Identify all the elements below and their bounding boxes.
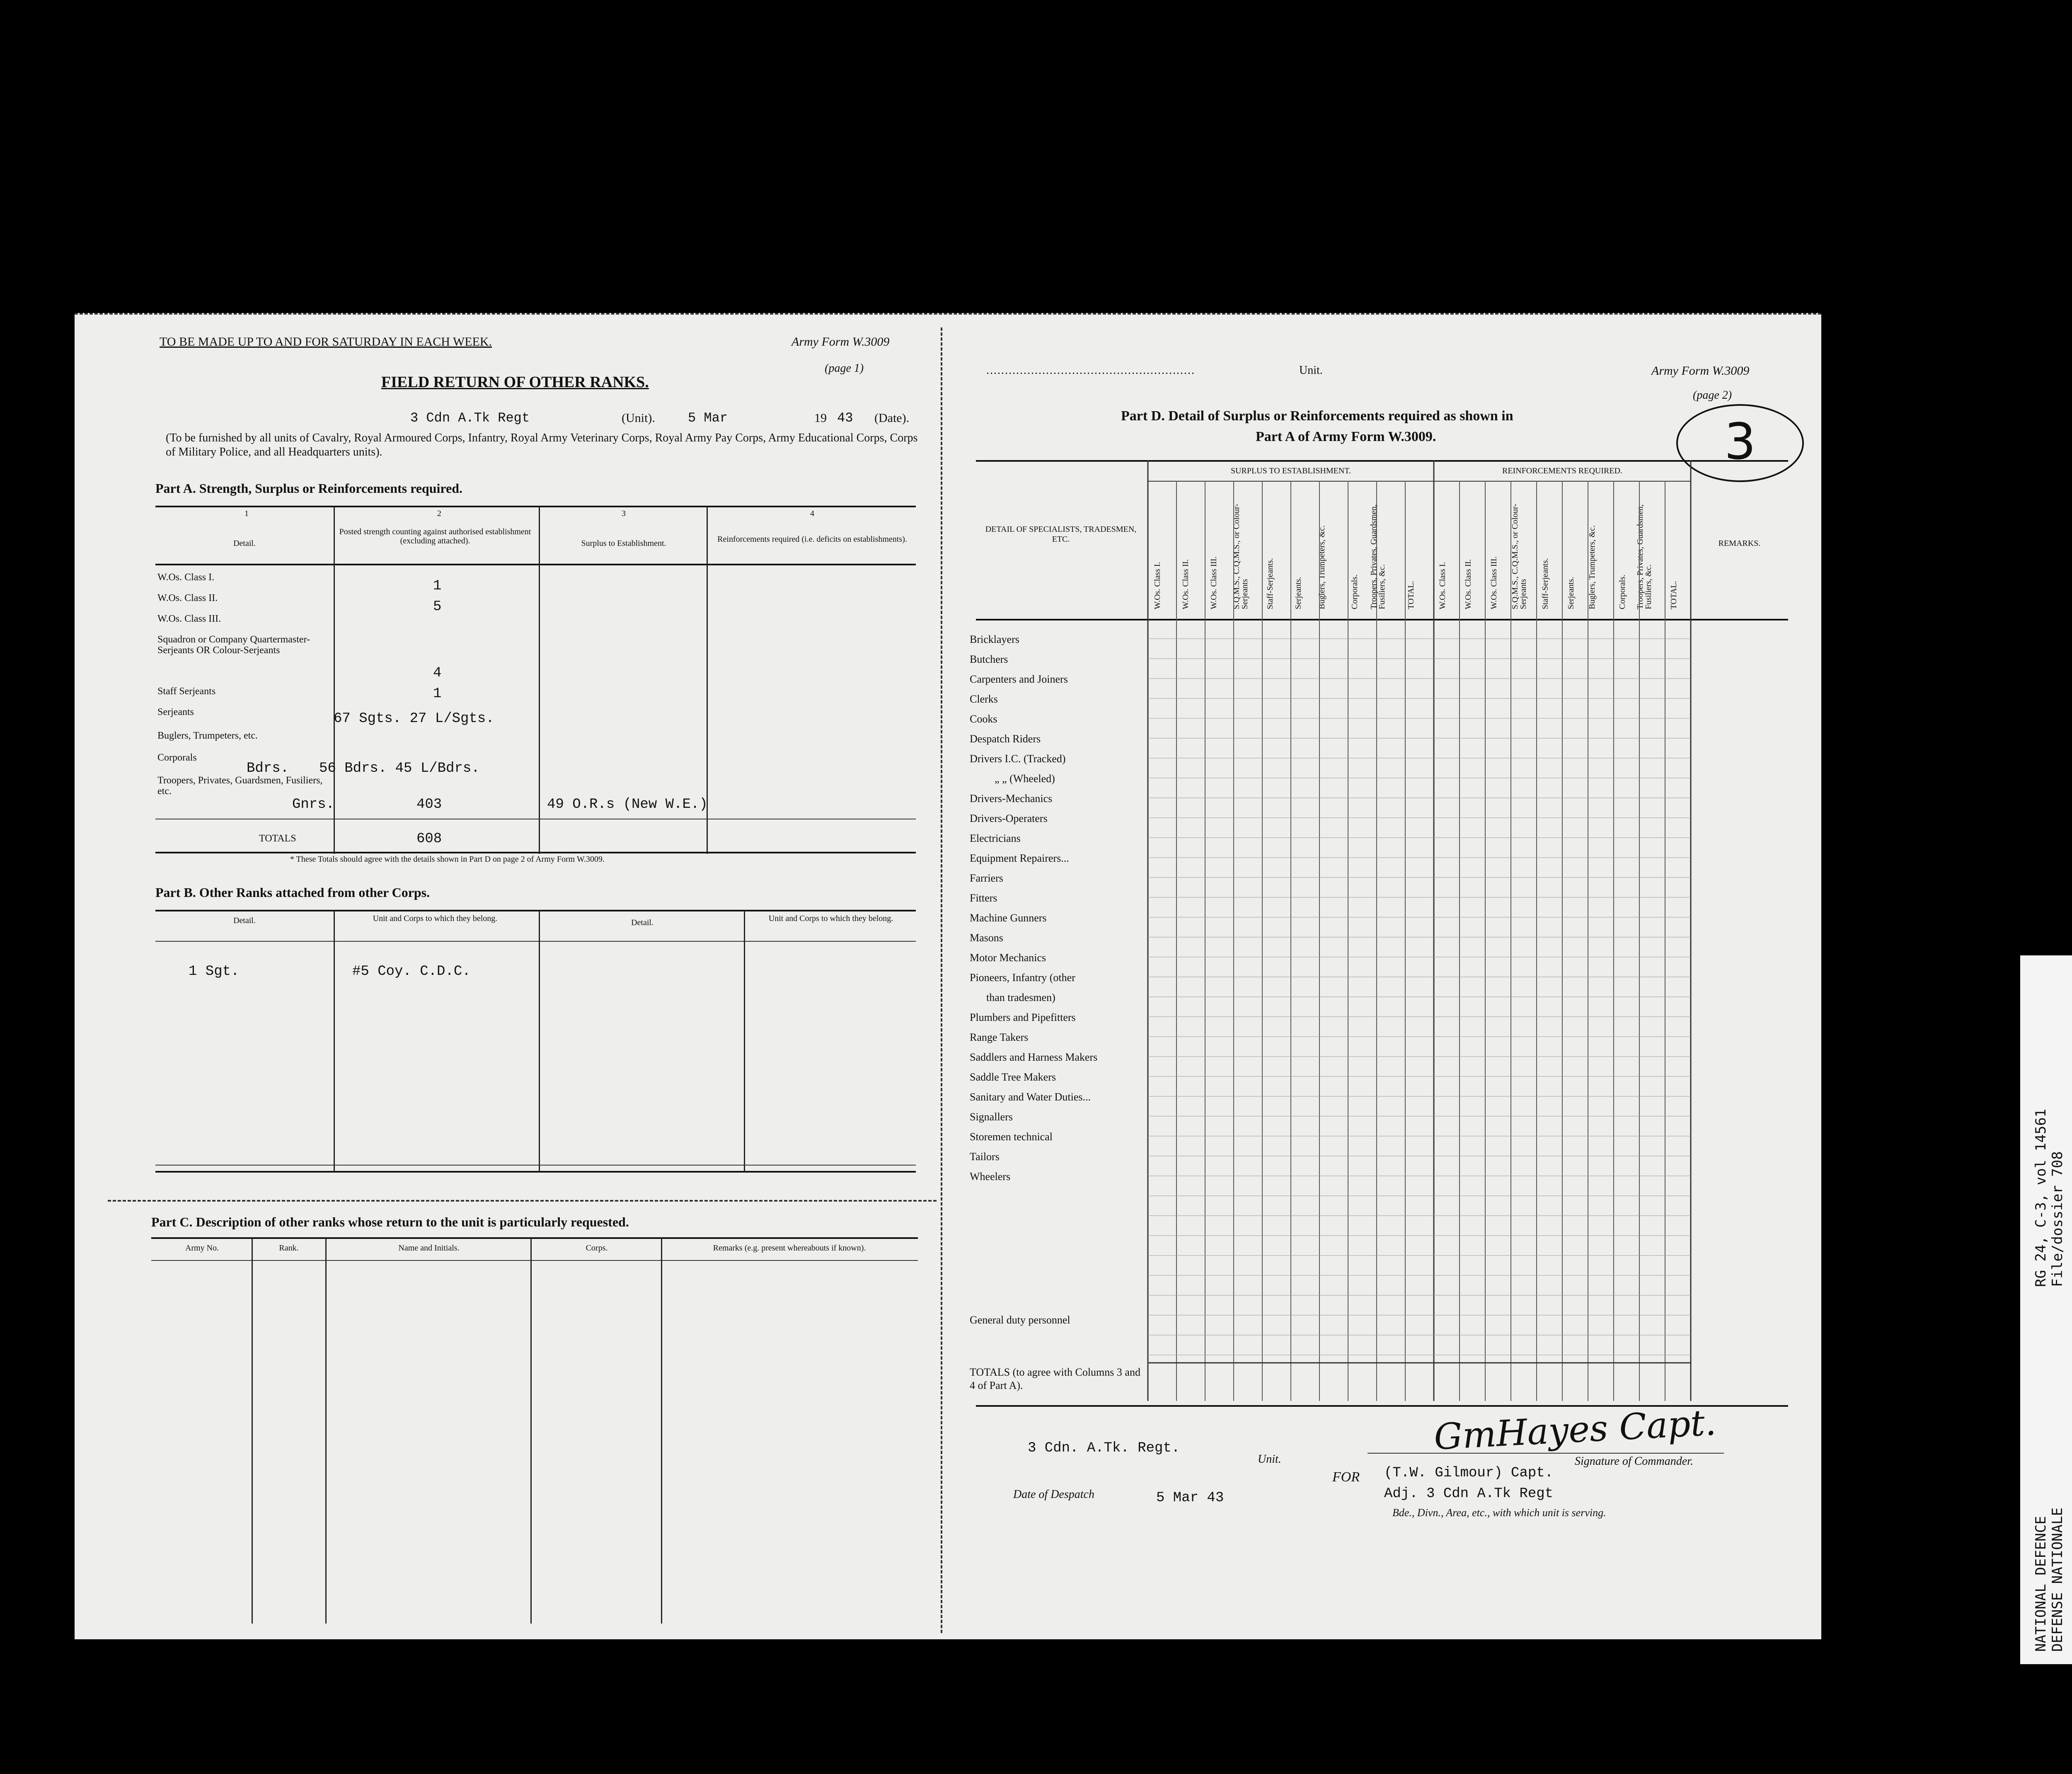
part-b-col-unit-1: Unit and Corps to which they belong. [373,914,498,923]
signature-rule [1368,1453,1724,1454]
reinf-col-wo1: W.Os. Class I. [1438,562,1447,609]
trade-row: Drivers I.C. (Tracked) [970,753,1066,765]
part-a-header-rule [155,564,916,565]
unit-label: (Unit). [622,411,655,425]
value-troopers: 403 [416,797,442,812]
value-wo-class-2: 1 [433,578,442,594]
despatch-unit-value: 3 Cdn. A.Tk. Regt. [1028,1440,1180,1456]
row-staff-serjeants: Staff Serjeants [157,686,216,697]
part-b-col-divider-3 [744,911,745,1172]
right-unit-label: Unit. [1299,364,1323,377]
trade-row: Electricians [970,832,1021,844]
value-cqms: 4 [433,665,442,681]
col-header-detail: Detail. [233,539,256,548]
part-c-top-rule [151,1237,918,1239]
part-b-col-divider-1 [334,911,335,1172]
part-b-heading: Part B. Other Ranks attached from other Corps. [155,885,430,900]
surplus-col-wo1: W.Os. Class I. [1153,562,1162,609]
totals-value: 608 [416,831,442,847]
trade-row: Drivers-Operaters [970,812,1048,824]
remarks-header: REMARKS. [1718,539,1761,548]
value-staff-serjeants: 1 [433,686,442,702]
unit-dotted-line: ........................................................ [986,364,1195,377]
year-prefix: 19 [814,411,827,425]
row-cqms: Squadron or Company Quartermaster-Serjeants OR Colour-Serjeants [157,634,310,656]
trade-row: Range Takers [970,1031,1029,1043]
trade-row: Saddle Tree Makers [970,1071,1056,1083]
col-number-3: 3 [622,509,626,518]
trade-row: Motor Mechanics [970,952,1046,964]
part-c-col-army-no: Army No. [185,1243,219,1253]
surplus-col-serjeants: Serjeants. [1294,577,1303,609]
trade-row: Drivers-Mechanics [970,792,1053,805]
right-page-label: (page 2) [1693,389,1732,402]
reinforcements-value: 49 O.R.s (New W.E.) [547,797,708,812]
part-a-col-divider-2 [539,507,540,854]
trade-row: Butchers [970,653,1008,665]
reinf-col-serjeants: Serjeants. [1566,577,1576,609]
reinforcements-header: REINFORCEMENTS REQUIRED. [1502,466,1622,475]
part-c-col-remarks: Remarks (e.g. present whereabouts if known). [713,1243,866,1253]
trade-row: Farriers [970,872,1003,884]
surplus-col-cqms: S.Q.M.S., C.Q.M.S., or Colour-Serjeants [1232,504,1249,609]
archive-reference-label [2020,955,2072,1664]
part-c-col-divider-3 [530,1238,532,1624]
surplus-col-total: TOTAL. [1406,581,1416,609]
surplus-header: SURPLUS TO ESTABLISHMENT. [1230,466,1351,475]
signer-line-1: (T.W. Gilmour) Capt. [1384,1465,1554,1481]
row-troopers: Troopers, Privates, Guardsmen, Fusiliers, etc. [157,775,323,797]
trade-row: Signallers [970,1111,1013,1123]
date-label: (Date). [874,411,910,425]
trade-row: Fitters [970,892,997,904]
right-form-id: Army Form W.3009 [1651,364,1750,378]
trade-row: Storemen technical [970,1131,1053,1143]
col-header-reinforcements: Reinforcements required (i.e. deficits on establishments). [717,535,907,544]
unit-value: 3 Cdn A.Tk Regt [410,410,530,426]
col-number-4: 4 [810,509,814,518]
col-number-1: 1 [244,509,249,518]
trade-row: Wheelers [970,1171,1011,1183]
bdrs-note: Bdrs. [247,761,289,776]
page-label: (page 1) [825,362,864,375]
part-c-col-divider-4 [661,1238,662,1624]
part-b-col-detail-1: Detail. [233,916,256,925]
surplus-col-wo3: W.Os. Class III. [1209,556,1218,609]
part-b-unit-value: #5 Coy. C.D.C. [352,964,471,979]
dept-line-1: NATIONAL DEFENCE [2033,1516,2049,1652]
despatch-unit-label: Unit. [1258,1453,1281,1466]
part-c-tear-line [108,1200,937,1202]
row-corporals: Corporals [157,752,197,763]
trade-row: than tradesmen) [986,991,1055,1003]
page-fold-line [941,327,942,1633]
trade-row: Machine Gunners [970,912,1047,924]
top-perforation [75,313,1821,315]
trade-row: Pioneers, Infantry (other [970,972,1075,984]
surplus-col-corporals: Corporals. [1350,574,1359,609]
row-wo-class-3: W.Os. Class III. [157,613,221,624]
totals-footnote: * These Totals should agree with the details shown in Part D on page 2 of Army Form W.3009. [290,855,605,864]
reinf-col-staff-serjeants: Staff-Serjeants. [1541,558,1550,609]
general-duty-row: General duty personnel [970,1314,1070,1326]
gnrs-note: Gnrs. [292,797,335,812]
trade-row: Cooks [970,713,997,725]
part-d-heading-1: Part D. Detail of Surplus or Reinforcements required as shown in [1121,408,1513,424]
trade-row: Equipment Repairers... [970,852,1069,864]
part-b-bottom-rule-2 [155,1171,916,1173]
detail-specialists-header: DETAIL OF SPECIALISTS, TRADESMEN, ETC. [985,525,1137,544]
part-d-totals-label: TOTALS (to agree with Columns 3 and 4 of Part A). [970,1366,1140,1391]
part-a-heading: Part A. Strength, Surplus or Reinforcements required. [155,481,463,496]
trade-row: „ „ (Wheeled) [995,773,1055,785]
trade-row: Clerks [970,693,998,705]
surplus-col-troopers: Troopers, Privates, Guardsmen, Fusiliers, &c. [1369,504,1387,609]
reinf-col-wo2: W.Os. Class II. [1464,559,1473,609]
surplus-col-staff-serjeants: Staff-Serjeants. [1266,558,1275,609]
surplus-col-buglers: Buglers, Trumpeters, &c. [1317,525,1326,609]
col-number-2: 2 [437,509,441,518]
part-c-col-name: Name and Initials. [398,1243,460,1253]
part-c-col-divider-2 [325,1238,327,1624]
part-b-bottom-rule [155,1165,916,1166]
signature-label: Signature of Commander. [1575,1455,1693,1468]
trade-row: Plumbers and Pipefitters [970,1011,1076,1023]
reinf-col-buglers: Buglers, Trumpeters, &c. [1588,525,1597,609]
surplus-col-wo2: W.Os. Class II. [1181,559,1190,609]
ref-line-2: File/dossier 708 [2049,1151,2066,1287]
part-c-col-divider-1 [252,1238,253,1624]
trade-row: Bricklayers [970,633,1019,645]
year-value: 43 [837,410,853,426]
reinf-col-troopers: Troopers, Privates, Guardsmen, Fusiliers, &c. [1636,504,1653,609]
bde-label: Bde., Divn., Area, etc., with which unit is serving. [1392,1507,1606,1519]
part-a-bottom-rule [155,852,916,853]
col-header-strength: Posted strength counting against authorised establishment (excluding attached). [339,527,531,545]
trade-row: Masons [970,932,1003,944]
date-of-despatch-value: 5 Mar 43 [1156,1490,1224,1506]
reinf-col-cqms: S.Q.M.S., C.Q.M.S., or Colour-Serjeants [1510,504,1528,609]
trade-row: Saddlers and Harness Makers [970,1051,1098,1063]
part-c-heading: Part C. Description of other ranks whose return to the unit is particularly requested. [151,1214,629,1229]
date-day: 5 Mar [688,410,728,426]
weekly-instruction: TO BE MADE UP TO AND FOR SATURDAY IN EACH WEEK. [160,335,492,349]
form-id: Army Form W.3009 [792,335,890,349]
part-b-col-unit-2: Unit and Corps to which they belong. [768,914,893,923]
part-d-grid [976,460,1790,1413]
value-corporals: 56 Bdrs. 45 L/Bdrs. [319,761,480,776]
part-d-heading-2: Part A of Army Form W.3009. [1256,429,1436,444]
row-wo-class-1: W.Os. Class I. [157,572,215,583]
dept-line-2: DEFENSE NATIONALE [2049,1507,2066,1652]
trade-row: Despatch Riders [970,733,1041,745]
trade-row: Sanitary and Water Duties... [970,1091,1091,1103]
reinf-col-total: TOTAL. [1669,581,1678,609]
part-b-col-detail-2: Detail. [631,918,654,927]
row-wo-class-2: W.Os. Class II. [157,593,218,603]
for-prefix: FOR [1332,1469,1360,1485]
signer-line-2: Adj. 3 Cdn A.Tk Regt [1384,1486,1554,1502]
part-b-top-rule [155,910,916,911]
commander-signature: GmHayes Capt. [1433,1402,1717,1458]
part-c-header-rule [151,1260,918,1261]
trade-row: Tailors [970,1151,1000,1163]
part-a-top-rule [155,506,916,507]
part-c-col-corps: Corps. [586,1243,608,1253]
circled-page-number: 3 [1676,404,1804,482]
value-wo-class-3: 5 [433,599,442,615]
form-instruction: (To be furnished by all units of Cavalry, Royal Armoured Corps, Infantry, Royal Army Veterinary Corps, Royal Army Pay Corps, Army Educational Corps, Corps of Military Police, and all Headquarters units). [166,431,918,458]
col-header-surplus: Surplus to Establishment. [581,539,666,548]
value-serjeants: 67 Sgts. 27 L/Sgts. [334,711,494,727]
form-title: FIELD RETURN OF OTHER RANKS. [381,373,649,391]
reinf-col-corporals: Corporals. [1618,574,1627,609]
reinf-col-wo3: W.Os. Class III. [1489,556,1498,609]
part-b-detail-value: 1 Sgt. [189,964,240,979]
part-b-header-rule [155,941,916,942]
row-serjeants: Serjeants [157,707,194,717]
trade-row: Carpenters and Joiners [970,673,1068,685]
ref-line-1: RG 24, C-3, vol 14561 [2033,1109,2049,1287]
part-c-col-rank: Rank. [279,1243,299,1253]
date-of-despatch-label: Date of Despatch [1013,1488,1094,1501]
totals-label: TOTALS [259,833,296,844]
row-buglers: Buglers, Trumpeters, etc. [157,730,258,741]
part-b-col-divider-2 [539,911,540,1172]
